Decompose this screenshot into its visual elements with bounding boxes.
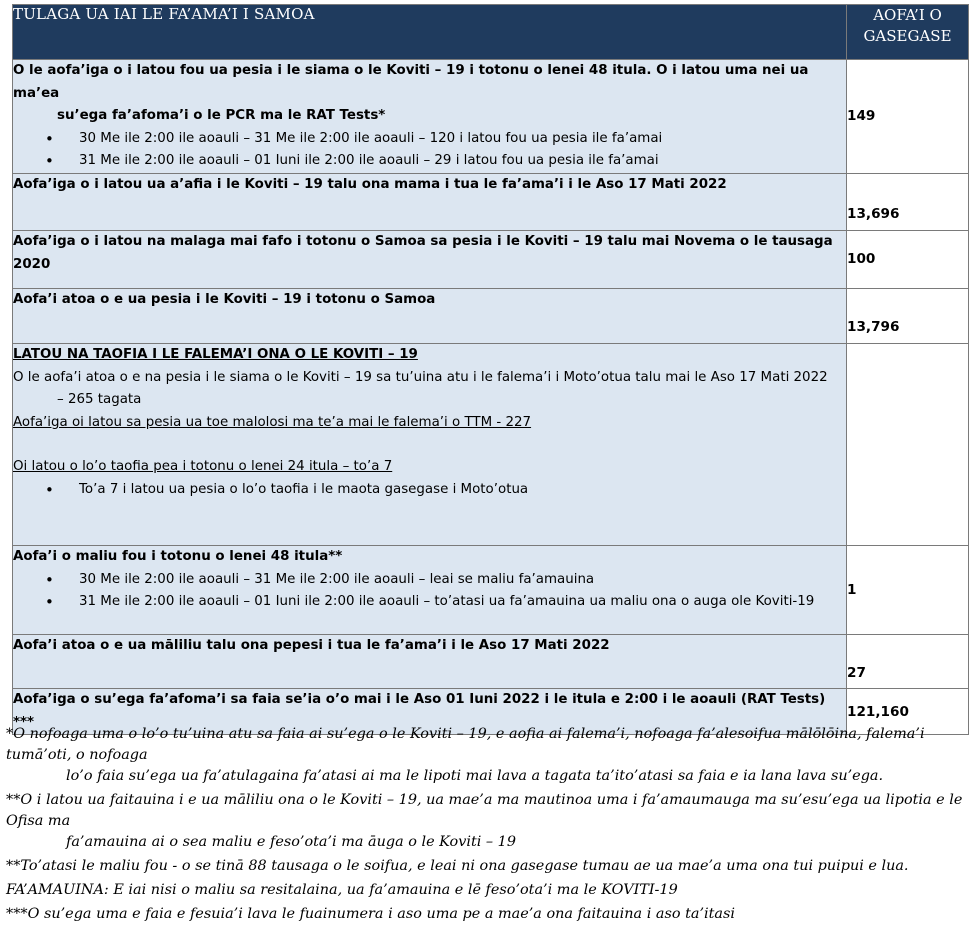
row-text: Aofa’i o maliu fou i totonu o lenei 48 itula** bbox=[13, 548, 343, 564]
table-row bbox=[13, 288, 969, 343]
table-header-row bbox=[13, 5, 969, 60]
bullet-item: • To’a 7 i latou ua pesia o lo’o taofia i le maota gasegase i Moto’otua bbox=[13, 479, 846, 502]
row-value: 13,696 bbox=[847, 173, 969, 230]
bullet-item: • 31 Me ile 2:00 ile aoauli – 01 Iuni ile 2:00 ile aoauli – to’atasi ua fa’amauina ua maliu ona o auga ole Koviti-19 bbox=[13, 591, 846, 614]
row-description bbox=[13, 634, 847, 688]
row-description bbox=[13, 173, 847, 230]
row-description bbox=[13, 288, 847, 343]
table-row bbox=[13, 60, 969, 174]
row-value: 149 bbox=[847, 60, 969, 174]
row-text: Aofa’iga o i latou ua a’afia i le Koviti – 19 talu ona mama i tua le fa’ama’i i le Aso 17 Mati 2022 bbox=[13, 176, 727, 192]
column-header-total bbox=[847, 5, 969, 60]
footnote-text: *O nofoaga uma o lo’o tu’uina atu sa faia ai su’ega o le Koviti – 19, e aofia ai falema’i, nofoaga fa’alesoifua mālōlōina, falema’i tumā’oti, o nofoaga bbox=[6, 726, 925, 763]
table-row bbox=[13, 343, 969, 545]
table-title: TULAGA UA IAI LE FA’AMA’I I SAMOA bbox=[13, 5, 847, 60]
row-text: Aofa’iga o su’ega fa’afoma’i sa faia se’ia o’o mai i le Aso 01 Iuni 2022 i le itula e 2:00 i le aoauli (RAT Tests) *** bbox=[13, 691, 826, 730]
row-value bbox=[847, 343, 969, 545]
row-description bbox=[13, 60, 847, 174]
row-text: Aofa’i atoa o e ua māliliu talu ona pepesi i tua le fa’ama’i i le Aso 17 Mati 2022 bbox=[13, 637, 610, 653]
footnote bbox=[6, 724, 966, 787]
row-text: O le aofa’i atoa o e na pesia i le siama o le Koviti – 19 sa tu’uina atu i le falema’i i Moto’otua talu mai le Aso 17 Mati 2022 bbox=[13, 369, 828, 385]
bullet-item: • 31 Me ile 2:00 ile aoauli – 01 Iuni ile 2:00 ile aoauli – 29 i latou fou ua pesia ile fa’amai bbox=[13, 150, 846, 173]
column-header-line2: GASEGASE bbox=[863, 27, 952, 45]
footnote: FA’AMAUINA: E iai nisi o maliu sa resitalaina, ua fa’amauina e lē feso’ota’i ma le KOVITI-19 bbox=[6, 882, 678, 898]
row-description bbox=[13, 343, 847, 545]
row-text: su’ega fa’afoma’i o le PCR ma le RAT Tests* bbox=[57, 108, 386, 124]
column-header-line1: AOFA’I O bbox=[873, 6, 942, 24]
row-value: 121,160 bbox=[847, 688, 969, 734]
table-row bbox=[13, 173, 969, 230]
footnote: **To’atasi le maliu fou - o se tinā 88 tausaga o le soifua, e leai ni ona gasegase tumau ae ua mae’a uma ona tui puipui e lua. bbox=[6, 858, 909, 874]
row-text: O le aofa’iga o i latou fou ua pesia i le siama o le Koviti – 19 i totonu o lenei 48 itula. O i latou uma nei ua ma’ea bbox=[13, 63, 809, 101]
spacer bbox=[13, 434, 846, 456]
footnote-text: **O i latou ua faitauina i e ua māliliu ona o le Koviti – 19, ua mae’a ma mautinoa uma i fa’amaumauga ma su’esu’ega ua lipotia e le Ofisa ma bbox=[6, 792, 963, 829]
row-text: 2020 bbox=[13, 256, 51, 272]
row-text: Aofa’iga o i latou na malaga mai fafo i totonu o Samoa sa pesia i le Koviti – 19 talu mai Novema o le tausaga bbox=[13, 233, 833, 249]
row-value: 27 bbox=[847, 634, 969, 688]
row-value: 100 bbox=[847, 230, 969, 288]
footnote-text: fa’amauina ai o sea maliu e feso’ota’i ma āuga o le Koviti – 19 bbox=[66, 834, 516, 850]
row-text: Oi latou o lo’o taofia pea i totonu o lenei 24 itula – to’a 7 bbox=[13, 459, 393, 475]
table-row bbox=[13, 545, 969, 634]
table-row bbox=[13, 230, 969, 288]
bullet-item: • 30 Me ile 2:00 ile aoauli – 31 Me ile 2:00 ile aoauli – 120 i latou fou ua pesia ile fa’amai bbox=[13, 128, 846, 151]
row-description bbox=[13, 545, 847, 634]
bullet-item: • 30 Me ile 2:00 ile aoauli – 31 Me ile 2:00 ile aoauli – leai se maliu fa’amauina bbox=[13, 569, 846, 592]
footnote: ***O su’ega uma e faia e fesuia’i lava le fuainumera i aso uma pe a mae’a ona faitauina i aso ta’itasi bbox=[6, 906, 735, 922]
row-value: 13,796 bbox=[847, 288, 969, 343]
footnote-text: lo’o faia su’ega ua fa’atulagaina fa’atasi ai ma le lipoti mai lava a tagata ta’ito’atasi sa faia e ia lana lava su’ega. bbox=[66, 768, 884, 784]
covid-status-table bbox=[12, 4, 969, 735]
footnote bbox=[6, 790, 966, 853]
row-text: Aofa’i atoa o e ua pesia i le Koviti – 19 i totonu o Samoa bbox=[13, 291, 436, 307]
row-description bbox=[13, 230, 847, 288]
row-text: Aofa’iga oi latou sa pesia ua toe malolosi ma te’a mai le falema’i o TTM - 227 bbox=[13, 414, 532, 430]
row-value: 1 bbox=[847, 545, 969, 634]
row-text: – 265 tagata bbox=[57, 392, 142, 408]
section-heading: LATOU NA TAOFIA I LE FALEMA’I ONA O LE KOVITI – 19 bbox=[13, 346, 418, 362]
table-row bbox=[13, 634, 969, 688]
footnotes bbox=[6, 724, 966, 928]
